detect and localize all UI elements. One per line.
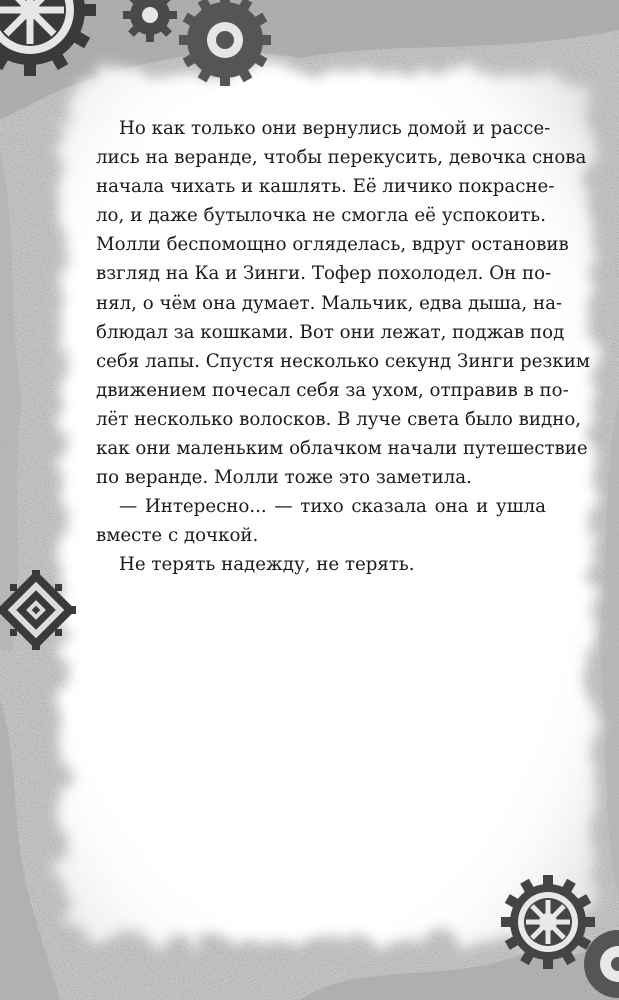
text-line: вместе с дочкой.: [96, 525, 259, 547]
paragraph: [96, 550, 546, 579]
text-line: взгляд на Ка и Зинги. Тофер похолодел. Он по-: [96, 263, 552, 285]
gears-cluster-icon: [0, 0, 290, 110]
text-line: себя лапы. Спустя несколько секунд Зинги резким: [96, 350, 590, 372]
diamond-ornament-icon: [0, 570, 76, 650]
text-line: Молли беспомощно огляделась, вдруг остановив: [96, 234, 569, 256]
gears-cluster-icon: [490, 860, 619, 1000]
text-line: Но как только они вернулись домой и рассе-: [119, 118, 551, 139]
text-line: — Интересно... — тихо сказала она и ушла: [119, 496, 546, 518]
paragraph: [96, 492, 546, 550]
paragraph: [96, 114, 590, 492]
text-line: движением почесал себя за ухом, отправив в по-: [96, 379, 569, 401]
text-line: лёт несколько волосков. В луче света было видно,: [96, 408, 582, 430]
text-line: начала чихать и кашлять. Её личико покрасне-: [96, 176, 555, 198]
text-line: блюдал за кошками. Вот они лежат, поджав под: [96, 321, 565, 343]
text-line: Не терять надежду, не терять.: [119, 554, 415, 576]
text-line: как они маленьким облачком начали путешествие: [96, 438, 588, 460]
body-text: [96, 114, 590, 580]
text-line: ло, и даже бутылочка не смогла её успокоить.: [96, 205, 546, 227]
text-line: нял, о чём она думает. Мальчик, едва дыша, на-: [96, 292, 563, 314]
text-line: лись на веранде, чтобы перекусить, девочка снова: [96, 147, 587, 169]
text-line: по веранде. Молли тоже это заметила.: [96, 467, 472, 489]
